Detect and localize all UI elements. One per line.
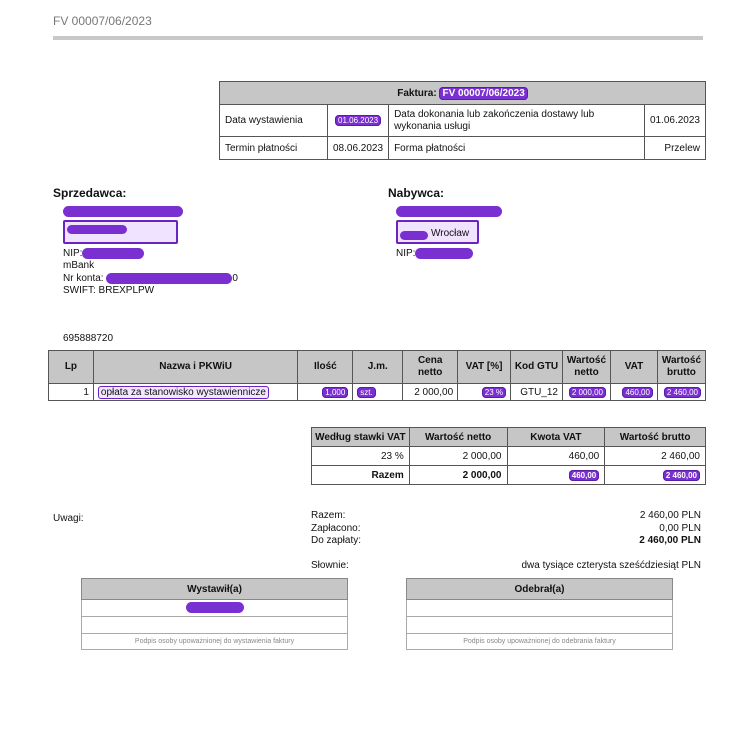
item-net-price: 2 000,00 [403,384,458,401]
words-label: Słownie: [311,559,349,571]
vat-col-vat: Kwota VAT [507,428,605,447]
words-row [311,560,701,573]
header-divider [53,36,703,40]
invoice-number: FV 00007/06/2023 [439,87,527,100]
col-name: Nazwa i PKWiU [93,351,298,384]
vat-total-label: Razem [312,466,410,485]
item-unit: szt. [357,387,375,398]
vat-col-net: Wartość netto [409,428,507,447]
item-vat: 460,00 [622,387,652,398]
issuer-blank [82,617,348,634]
paid-value: 0,00 PLN [659,522,701,534]
invoice-label: Faktura: [397,87,437,99]
issue-date-label: Data wystawienia [220,105,328,137]
seller-block [53,187,238,298]
col-net-value: Wartość netto [562,351,610,384]
item-name: opłata za stanowisko wystawiennicze [98,386,269,399]
total-row [311,510,701,523]
buyer-name-redaction [396,206,502,217]
table-row [312,447,706,466]
due-row [311,535,701,548]
due-date-label: Termin płatności [220,137,328,160]
seller-phone: 695888720 [63,333,114,344]
vat-net: 2 000,00 [409,447,507,466]
due-value: 2 460,00 PLN [639,535,701,546]
item-vat-rate: 23 % [482,387,506,398]
vat-gross: 2 460,00 [605,447,706,466]
vat-total-net: 2 000,00 [409,466,507,485]
issue-date-cell [328,105,389,137]
seller-account: Nr konta: 0 [63,272,238,284]
buyer-nip: NIP: [396,248,502,261]
col-lp: Lp [49,351,94,384]
payment-form-label: Forma płatności [389,137,645,160]
seller-title: Sprzedawca: [53,186,127,200]
receiver-title: Odebrał(a) [407,579,673,600]
col-vat: VAT [610,351,657,384]
remarks-label: Uwagi: [53,513,84,524]
seller-swift: SWIFT: BREXPLPW [63,285,155,297]
item-qty-cell [298,384,353,401]
item-net-value: 2 000,00 [569,387,606,398]
item-gross-value-cell [657,384,705,401]
col-net-price: Cena netto [403,351,458,384]
payment-form: Przelew [644,137,705,160]
vat-col-rate: Według stawki VAT [312,428,410,447]
item-vat-cell [610,384,657,401]
paid-label: Zapłacono: [311,522,361,534]
invoice-title [220,82,706,105]
vat-amount: 460,00 [507,447,605,466]
vat-total-gross-cell [605,466,706,485]
seller-name-redaction [63,206,183,217]
words-value: dwa tysiące czterysta sześćdziesiąt PLN [521,559,701,571]
col-gtu: Kod GTU [511,351,563,384]
due-label: Do zapłaty: [311,535,362,546]
seller-nip: NIP: [63,248,238,261]
total-label: Razem: [311,510,346,521]
vat-total-gross: 2 460,00 [663,470,700,481]
items-table [48,350,706,401]
document-number-header: FV 00007/06/2023 [53,14,152,28]
col-vat-rate: VAT [%] [458,351,511,384]
vat-summary-table [311,427,706,485]
item-name-cell [93,384,298,401]
col-gross-value: Wartość brutto [657,351,705,384]
vat-total-vat-cell [507,466,605,485]
due-date: 08.06.2023 [328,137,389,160]
item-lp: 1 [49,384,94,401]
buyer-city: Wrocław [431,228,470,240]
table-row [49,384,706,401]
vat-total-vat: 460,00 [569,470,599,481]
receiver-caption: Podpis osoby upoważnionej do odebrania faktury [407,634,673,650]
buyer-block [388,187,502,260]
issuer-caption: Podpis osoby upoważnionej do wystawienia faktury [82,634,348,650]
col-qty: Ilość [298,351,353,384]
table-row [312,466,706,485]
item-gross-value: 2 460,00 [664,387,701,398]
delivery-date: 01.06.2023 [644,105,705,137]
total-value: 2 460,00 PLN [639,510,701,521]
item-net-value-cell [562,384,610,401]
issuer-name-cell [82,600,348,617]
item-vat-rate-cell [458,384,511,401]
issue-date: 01.06.2023 [335,115,381,126]
issuer-name-redaction [186,602,244,613]
receiver-name-cell [407,600,673,617]
item-qty: 1,000 [322,387,348,398]
vat-col-gross: Wartość brutto [605,428,706,447]
issuer-title: Wystawił(a) [82,579,348,600]
buyer-title: Nabywca: [388,186,445,200]
buyer-address-box [396,220,479,244]
item-gtu: GTU_12 [511,384,563,401]
receiver-blank [407,617,673,634]
col-unit: J.m. [353,351,403,384]
invoice-meta-table [219,81,706,160]
totals-block [311,510,701,572]
issuer-signature-box [81,578,348,650]
seller-bank: mBank [63,260,95,272]
vat-rate: 23 % [312,447,410,466]
delivery-date-label: Data dokonania lub zakończenia dostawy lub wykonania usługi [389,105,645,137]
item-unit-cell [353,384,403,401]
receiver-signature-box [406,578,673,650]
paid-row [311,523,701,536]
seller-address-redaction [63,220,178,244]
